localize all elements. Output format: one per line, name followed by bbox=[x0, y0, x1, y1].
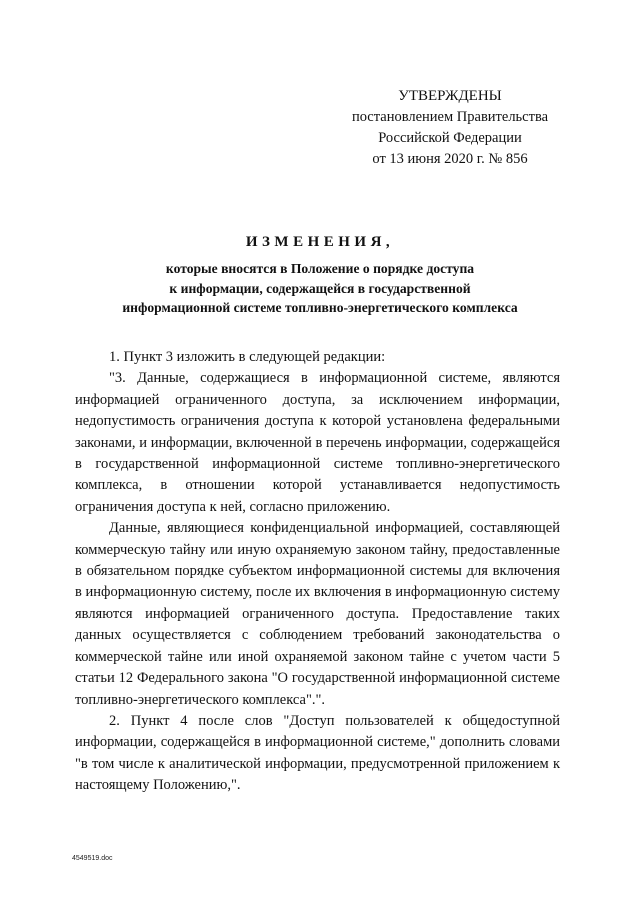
subtitle-line-1: которые вносятся в Положение о порядке доступа bbox=[165, 261, 475, 276]
subtitle-line-2: к информации, содержащейся в государственной bbox=[169, 280, 471, 296]
title-block bbox=[60, 234, 580, 318]
approval-line-country: Российской Федерации bbox=[378, 130, 522, 146]
paragraph-4: 2. Пункт 4 после слов "Доступ пользователей к общедоступной информации, содержащейся в информационной системе," дополнить словами "в том числе к аналитической информации, предусмотренной приложением к настоящему Положению,". bbox=[75, 712, 560, 794]
paragraph-3: Данные, являющиеся конфиденциальной информацией, составляющей коммерческую тайну или иную охраняемую законом тайну, предоставленные в обязательном порядке субъектом информационной системы для включения в информационную систему, после их включения в информационную систему являются информацией ограниченного доступа. Предоставление таких данных осуществляется с соблюдением требований законодательства о коммерческой тайне или иной охраняемой законом тайне с учетом части 5 статьи 12 Федерального закона "О государственной информационной системе топливно-энергетического комплекса".". bbox=[75, 520, 560, 708]
subtitle-line-3: информационной системе топливно-энергетического комплекса bbox=[122, 300, 518, 315]
paragraph-2: "3. Данные, содержащиеся в информационной системе, являются информацией ограниченного доступа, за исключением информации, недопустимость ограничения доступа к которой установлена федеральными законами, и информации, включенной в перечень информации, содержащейся в государственной информационной системе топливно-энергетического комплекса, в отношении которой устанавливается недопустимость ограничения доступа к ней, согласно приложению. bbox=[75, 370, 560, 515]
approval-block bbox=[330, 86, 570, 170]
document-body bbox=[75, 347, 560, 797]
approval-heading: УТВЕРЖДЕНЫ bbox=[398, 88, 502, 104]
approval-line-resolution: постановлением Правительства bbox=[351, 109, 549, 125]
paragraph-1: 1. Пункт 3 изложить в следующей редакции: bbox=[109, 349, 386, 365]
document-file-id: 4549519.doc bbox=[72, 855, 113, 862]
document-title: ИЗМЕНЕНИЯ, bbox=[245, 234, 395, 250]
approval-line-date: от 13 июня 2020 г. № 856 bbox=[372, 151, 528, 167]
document-subtitle bbox=[60, 259, 580, 318]
